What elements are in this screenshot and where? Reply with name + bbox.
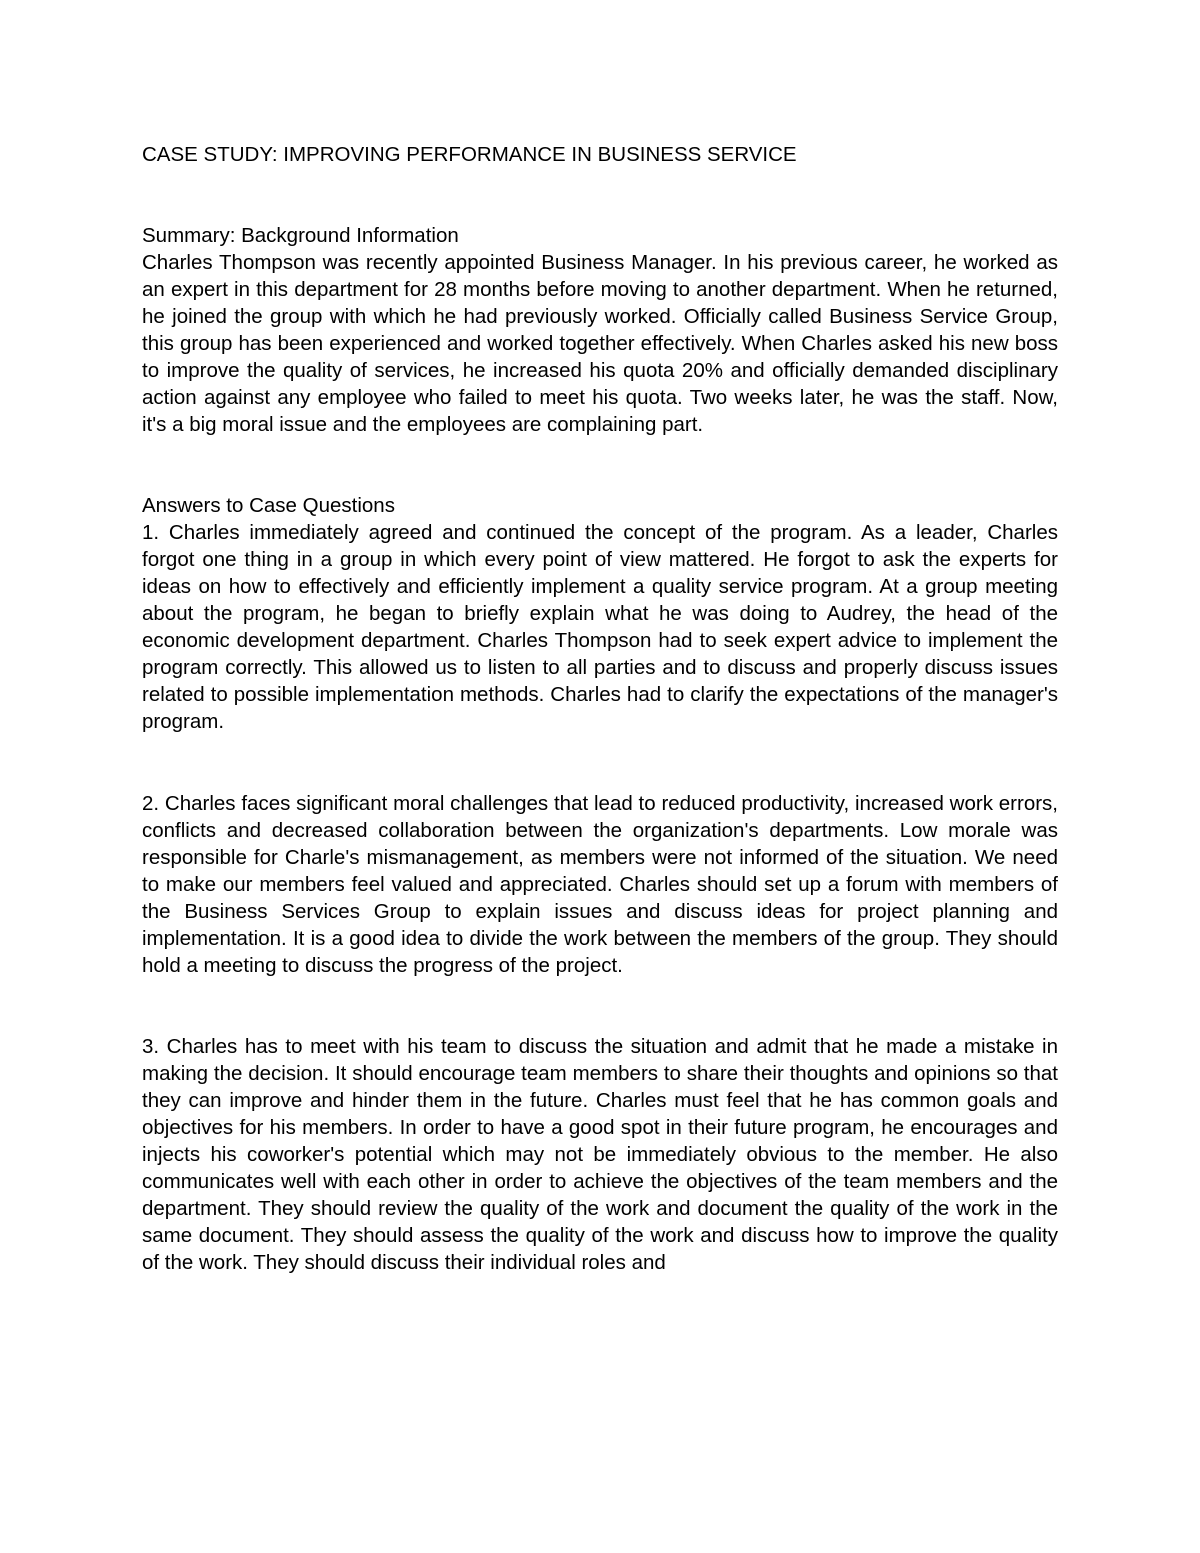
spacer: [142, 168, 1058, 222]
spacer: [142, 438, 1058, 492]
answer-paragraph-1: 1. Charles immediately agreed and continued the concept of the program. As a leader, Charles forgot one thing in a group in which every point of view mattered. He forgot to ask the experts for ideas on how to effectively and efficiently implement a quality service program. At a group meeting about the program, he began to briefly explain what he was doing to Audrey, the head of the economic development department. Charles Thompson had to seek expert advice to implement the program correctly. This allowed us to listen to all parties and to discuss and properly discuss issues related to possible implementation methods. Charles had to clarify the expectations of the manager's program.: [142, 521, 1058, 733]
spacer: [142, 979, 1058, 1033]
spacer: [142, 735, 1058, 790]
summary-heading: Summary: Background Information: [142, 224, 459, 247]
document-body: [142, 141, 1058, 1276]
answers-heading: Answers to Case Questions: [142, 494, 395, 517]
summary-paragraph: Charles Thompson was recently appointed Business Manager. In his previous career, he worked as an expert in this department for 28 months before moving to another department. When he returned, he joined the group with which he had previously worked. Officially called Business Service Group, this group has been experienced and worked together effectively. When Charles asked his new boss to improve the quality of services, he increased his quota 20% and officially demanded disciplinary action against any employee who failed to meet his quota. Two weeks later, he was the staff. Now, it's a big moral issue and the employees are complaining part.: [142, 251, 1058, 436]
answer-paragraph-3: 3. Charles has to meet with his team to discuss the situation and admit that he made a mistake in making the decision. It should encourage team members to share their thoughts and opinions so that they can improve and hinder them in the future. Charles must feel that he has common goals and objectives for his members. In order to have a good spot in their future program, he encourages and injects his coworker's potential which may not be immediately obvious to the member. He also communicates well with each other in order to achieve the objectives of the team members and the department. They should review the quality of the work and document the quality of the work in the same document. They should assess the quality of the work and discuss how to improve the quality of the work. They should discuss their individual roles and: [142, 1035, 1058, 1274]
document-title: CASE STUDY: IMPROVING PERFORMANCE IN BUSINESS SERVICE: [142, 143, 797, 166]
answer-paragraph-2: 2. Charles faces significant moral challenges that lead to reduced productivity, increased work errors, conflicts and decreased collaboration between the organization's departments. Low morale was responsible for Charle's mismanagement, as members were not informed of the situation. We need to make our members feel valued and appreciated. Charles should set up a forum with members of the Business Services Group to explain issues and discuss ideas for project planning and implementation. It is a good idea to divide the work between the members of the group. They should hold a meeting to discuss the progress of the project.: [142, 792, 1058, 977]
